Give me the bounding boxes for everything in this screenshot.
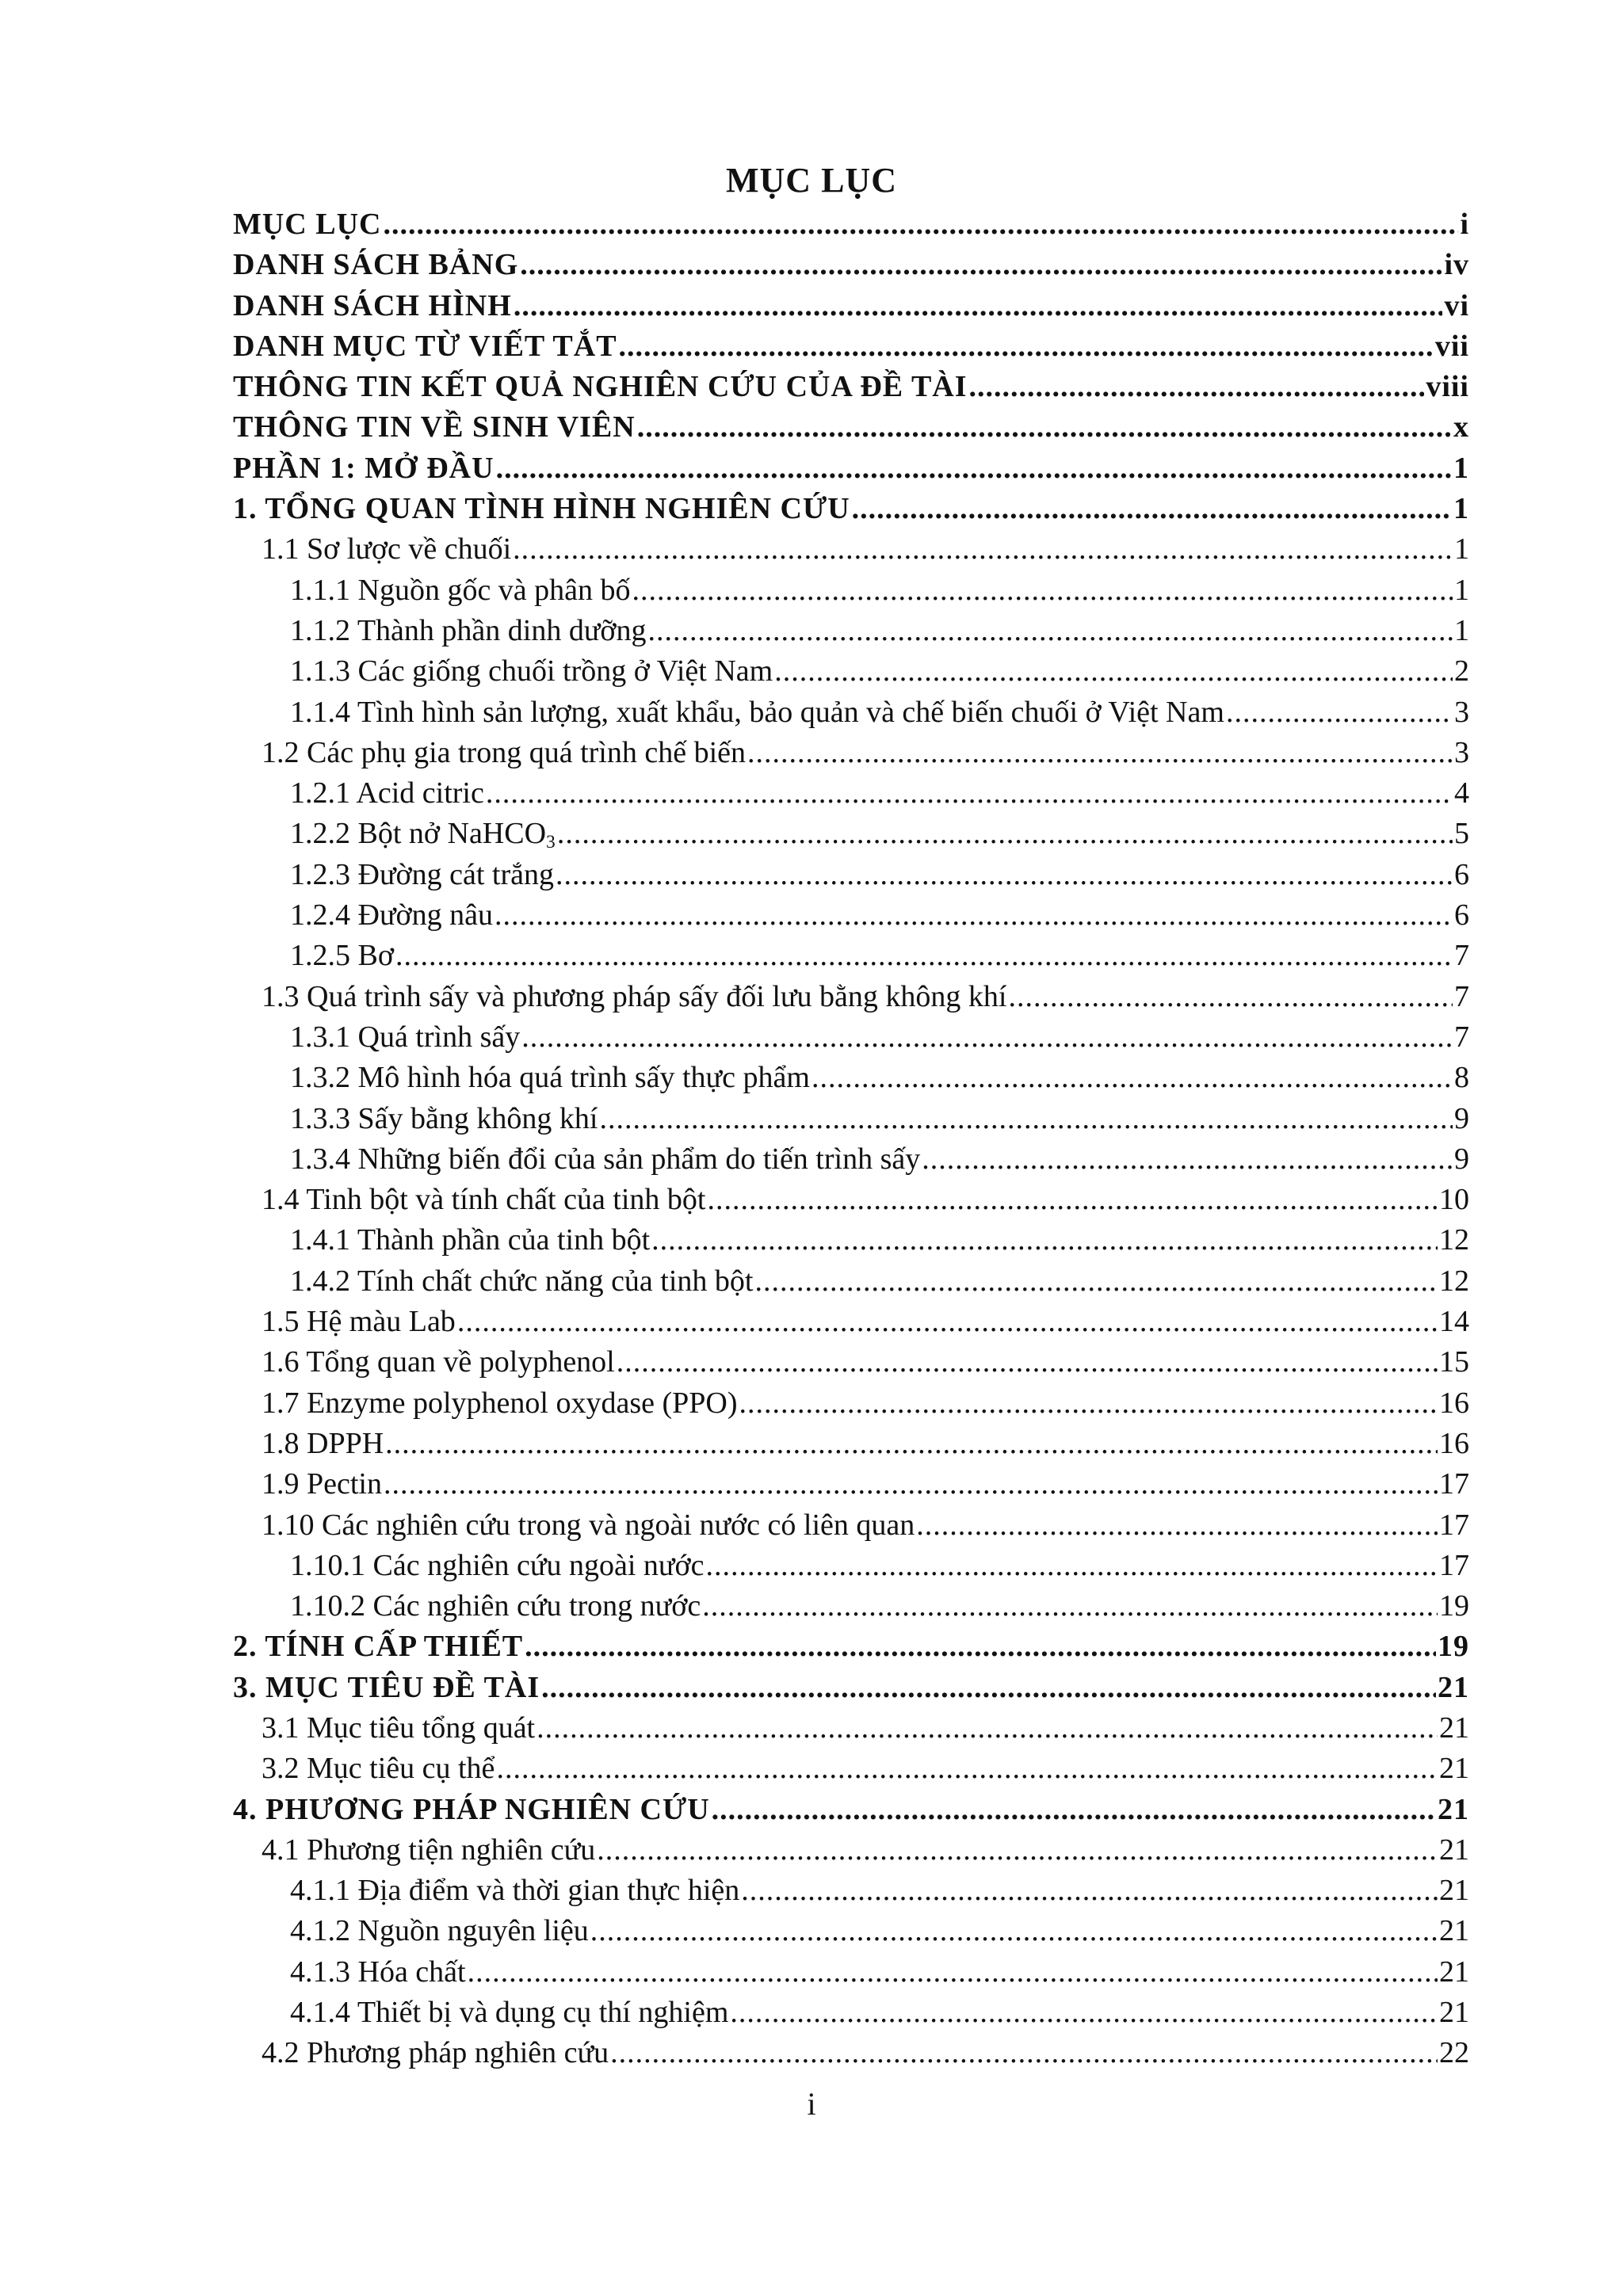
dot-leader	[495, 895, 1453, 936]
toc-entry-text: 3.1 Mục tiêu tổng quát	[262, 1711, 536, 1745]
toc-entry-text: 1.5 Hệ màu Lab	[262, 1305, 456, 1339]
toc-entry-subscript: 3	[546, 832, 556, 853]
toc-entry-page: 10	[1439, 1183, 1469, 1217]
toc-entry-text: 4.1.4 Thiết bị và dụng cụ thí nghiệm	[290, 1996, 729, 2030]
toc-entry-label	[262, 2033, 609, 2073]
toc-entry-label	[233, 286, 512, 326]
toc-entry-text: 1.1.1 Nguồn gốc và phân bố	[290, 573, 631, 607]
toc-entry-text: 1.2.4 Đường nâu	[290, 898, 493, 933]
toc-entry[interactable]	[233, 977, 1469, 1017]
toc-entry-label	[233, 245, 518, 285]
toc-entry-text: DANH MỤC TỪ VIẾT TẮT	[233, 329, 617, 363]
toc-entry[interactable]	[233, 1830, 1469, 1871]
toc-entry-text: 1.3.4 Những biến đổi của sản phẩm do tiến trình sấy	[290, 1142, 921, 1176]
toc-entry-page: 21	[1439, 1752, 1469, 1786]
toc-entry-page: 7	[1454, 939, 1469, 973]
toc-entry-text: 1.10.2 Các nghiên cứu trong nước	[290, 1589, 701, 1623]
toc-entry[interactable]	[233, 611, 1469, 651]
toc-entry-text: 1.10.1 Các nghiên cứu ngoài nước	[290, 1548, 705, 1582]
toc-entry[interactable]	[233, 204, 1469, 245]
toc-entry-text: 1.3.2 Mô hình hóa quá trình sấy thực phẩm	[290, 1061, 810, 1095]
dot-leader	[457, 1302, 1438, 1342]
toc-entry[interactable]	[233, 651, 1469, 692]
toc-entry-page: 17	[1439, 1508, 1469, 1542]
toc-entry-label	[290, 814, 556, 854]
toc-entry[interactable]	[233, 529, 1469, 570]
toc-entry-page: 6	[1454, 898, 1469, 933]
dot-leader	[812, 1058, 1453, 1098]
toc-entry-page: 16	[1439, 1426, 1469, 1460]
toc-entry[interactable]	[233, 814, 1469, 854]
toc-title: MỤC LỤC	[726, 161, 897, 200]
toc-entry-label	[262, 1342, 615, 1383]
dot-leader	[730, 1993, 1438, 2033]
toc-entry-page: 21	[1439, 1711, 1469, 1745]
toc-entry-page: 12	[1439, 1264, 1469, 1298]
toc-entry-page: 19	[1439, 1589, 1469, 1623]
dot-leader	[513, 529, 1453, 570]
toc-entry-page: 7	[1454, 1020, 1469, 1054]
toc-entry[interactable]	[233, 489, 1469, 529]
dot-leader	[754, 1261, 1438, 1302]
toc-entry[interactable]	[233, 1058, 1469, 1098]
dot-leader	[916, 1505, 1438, 1546]
toc-entry[interactable]	[233, 1952, 1469, 1993]
toc-entry-text: 1.2.5 Bơ	[290, 939, 394, 973]
toc-entry-label	[262, 977, 1006, 1017]
toc-entry-page: i	[1460, 208, 1469, 241]
toc-entry-page: viii	[1426, 370, 1469, 404]
toc-entry[interactable]	[233, 692, 1469, 733]
toc-entry-label	[290, 1546, 704, 1586]
toc-entry-text: 1.2 Các phụ gia trong quá trình chế biến	[262, 735, 747, 769]
dot-leader	[739, 1383, 1438, 1424]
toc-entry-text: 1.3.1 Quá trình sấy	[290, 1020, 521, 1054]
toc-entry[interactable]	[233, 1180, 1469, 1220]
toc-entry-text: 1.2.3 Đường cát trắng	[290, 857, 555, 891]
toc-entry-page: 15	[1439, 1345, 1469, 1379]
dot-leader	[468, 1952, 1438, 1993]
toc-entry-text: 1.1 Sơ lược về chuối	[262, 532, 512, 566]
toc-entry[interactable]	[233, 1546, 1469, 1586]
dot-leader	[599, 1099, 1453, 1139]
toc-entry-page: 21	[1439, 1955, 1469, 1989]
toc-entry-label	[290, 1586, 701, 1627]
toc-entry-page: 5	[1454, 817, 1469, 851]
toc-entry-text: 4.1.2 Nguồn nguyên liệu	[290, 1914, 589, 1948]
dot-leader	[590, 1911, 1438, 1951]
toc-entry[interactable]	[233, 2033, 1469, 2073]
dot-leader	[747, 733, 1453, 773]
dot-leader	[384, 1464, 1438, 1505]
toc-entry-label	[262, 733, 746, 773]
table-of-contents	[233, 204, 1469, 2074]
toc-entry-label	[290, 611, 647, 651]
dot-leader	[741, 1871, 1438, 1911]
dot-leader	[521, 1017, 1453, 1058]
dot-leader	[707, 1180, 1438, 1220]
toc-entry[interactable]	[233, 570, 1469, 611]
toc-entry-page: 1	[1453, 451, 1469, 485]
toc-entry[interactable]	[233, 1627, 1469, 1667]
toc-entry-text: 4.1.1 Địa điểm và thời gian thực hiện	[290, 1874, 740, 1908]
toc-entry-text: 3.2 Mục tiêu cụ thể	[262, 1752, 495, 1786]
dot-leader	[385, 1424, 1438, 1464]
toc-entry-label	[262, 1180, 705, 1220]
dot-leader	[648, 611, 1453, 651]
toc-entry-page: 21	[1438, 1792, 1469, 1826]
toc-entry-text: 1. TỔNG QUAN TÌNH HÌNH NGHIÊN CỨU	[233, 492, 850, 526]
toc-entry[interactable]	[233, 1668, 1469, 1708]
toc-entry-label	[233, 1790, 710, 1830]
toc-entry-text: 4. PHƯƠNG PHÁP NGHIÊN CỨU	[233, 1792, 710, 1826]
dot-leader	[922, 1139, 1453, 1180]
dot-leader	[852, 489, 1452, 529]
toc-entry-page: 1	[1454, 613, 1469, 647]
toc-entry-page: 19	[1438, 1630, 1469, 1664]
toc-entry-text: 1.3.3 Sấy bằng không khí	[290, 1101, 598, 1135]
dot-leader	[537, 1708, 1438, 1749]
toc-entry-page: 2	[1454, 654, 1469, 688]
toc-entry[interactable]	[233, 1302, 1469, 1342]
dot-leader	[705, 1546, 1438, 1586]
toc-entry[interactable]	[233, 1708, 1469, 1749]
toc-entry[interactable]	[233, 895, 1469, 936]
toc-entry[interactable]	[233, 1220, 1469, 1261]
toc-entry[interactable]	[233, 1586, 1469, 1627]
toc-entry-label	[290, 1139, 920, 1180]
toc-entry-page: 14	[1439, 1305, 1469, 1339]
toc-entry-page: 1	[1454, 573, 1469, 607]
toc-entry-page: 21	[1439, 1996, 1469, 2030]
toc-entry-label	[233, 367, 968, 407]
dot-leader	[712, 1790, 1436, 1830]
toc-entry-text: DANH SÁCH HÌNH	[233, 288, 512, 322]
toc-entry-text: 1.4.1 Thành phần của tinh bột	[290, 1223, 651, 1257]
toc-entry-text: 1.2.2 Bột nở NaHCO	[290, 817, 547, 851]
toc-entry[interactable]	[233, 1342, 1469, 1383]
toc-entry-text: 1.4 Tinh bột và tính chất của tinh bột	[262, 1183, 706, 1217]
toc-entry-label	[262, 1464, 382, 1505]
toc-entry-label	[233, 407, 636, 448]
dot-leader	[610, 2033, 1438, 2073]
toc-entry-text: DANH SÁCH BẢNG	[233, 248, 519, 282]
toc-entry-label	[290, 1952, 466, 1993]
toc-entry-page: 1	[1453, 492, 1469, 526]
toc-entry-text: 1.9 Pectin	[262, 1467, 382, 1501]
toc-entry-label	[262, 1302, 456, 1342]
dot-leader	[617, 1342, 1438, 1383]
toc-entry[interactable]	[233, 1099, 1469, 1139]
toc-entry-label	[290, 773, 484, 814]
toc-entry[interactable]	[233, 1383, 1469, 1424]
dot-leader	[525, 1627, 1436, 1667]
toc-entry-text: 1.6 Tổng quan về polyphenol	[262, 1345, 615, 1379]
toc-entry-label	[290, 1058, 810, 1098]
toc-entry-label	[290, 936, 394, 976]
toc-entry-text: 1.4.2 Tính chất chức năng của tinh bột	[290, 1264, 754, 1298]
toc-entry[interactable]	[233, 1139, 1469, 1180]
toc-entry-label	[290, 1099, 598, 1139]
toc-entry-page: 21	[1439, 1833, 1469, 1867]
toc-entry-page: 6	[1454, 857, 1469, 891]
toc-entry-text: PHẦN 1: MỞ ĐẦU	[233, 451, 495, 485]
toc-entry-text: 1.1.4 Tình hình sản lượng, xuất khẩu, bảo quản và chế biến chuối ở Việt Nam	[290, 695, 1224, 729]
toc-entry-page: 9	[1454, 1101, 1469, 1135]
toc-entry-label	[290, 1993, 728, 2033]
toc-entry[interactable]	[233, 1424, 1469, 1464]
toc-entry-page: 9	[1454, 1142, 1469, 1176]
toc-entry[interactable]	[233, 1911, 1469, 1951]
dot-leader	[557, 814, 1453, 854]
toc-entry-page: 3	[1454, 735, 1469, 769]
toc-entry[interactable]	[233, 1749, 1469, 1789]
toc-entry[interactable]	[233, 855, 1469, 895]
toc-entry-text: 4.2 Phương pháp nghiên cứu	[262, 2036, 609, 2070]
toc-entry-label	[233, 326, 617, 367]
toc-entry-page: vii	[1434, 329, 1469, 363]
toc-entry[interactable]	[233, 773, 1469, 814]
toc-entry-label	[290, 1220, 650, 1261]
toc-entry-label	[233, 489, 850, 529]
toc-entry-label	[233, 448, 495, 489]
toc-entry-label	[290, 692, 1224, 733]
toc-entry[interactable]	[233, 326, 1469, 367]
toc-entry-label	[290, 895, 493, 936]
dot-leader	[395, 936, 1453, 976]
toc-entry-page: 1	[1454, 532, 1469, 566]
toc-entry-page: vi	[1444, 288, 1469, 322]
toc-entry[interactable]	[233, 1871, 1469, 1911]
toc-entry-text: 1.10 Các nghiên cứu trong và ngoài nước có liên quan	[262, 1508, 915, 1542]
toc-entry-label	[290, 855, 554, 895]
dot-leader	[702, 1586, 1438, 1627]
toc-entry-text: 2. TÍNH CẤP THIẾT	[233, 1630, 524, 1664]
toc-entry-text: THÔNG TIN KẾT QUẢ NGHIÊN CỨU CỦA ĐỀ TÀI	[233, 370, 968, 404]
dot-leader	[520, 245, 1442, 285]
toc-entry-page: iv	[1444, 248, 1469, 282]
toc-entry-label	[262, 1383, 738, 1424]
toc-entry[interactable]	[233, 733, 1469, 773]
toc-entry-page: 3	[1454, 695, 1469, 729]
dot-leader	[541, 1668, 1436, 1708]
toc-entry-page: 17	[1439, 1467, 1469, 1501]
toc-entry-label	[290, 570, 631, 611]
dot-leader	[597, 1830, 1438, 1871]
dot-leader	[486, 773, 1453, 814]
toc-entry-text: 4.1 Phương tiện nghiên cứu	[262, 1833, 596, 1867]
toc-entry-page: 4	[1454, 776, 1469, 810]
toc-entry-label	[262, 1505, 915, 1546]
toc-entry-page: 17	[1439, 1548, 1469, 1582]
toc-entry-label	[290, 1017, 520, 1058]
toc-entry-text: 4.1.3 Hóa chất	[290, 1955, 466, 1989]
dot-leader	[1226, 692, 1453, 733]
dot-leader	[496, 1749, 1438, 1789]
toc-entry[interactable]	[233, 1261, 1469, 1302]
dot-leader	[774, 651, 1453, 692]
dot-leader	[651, 1220, 1438, 1261]
dot-leader	[383, 204, 1458, 245]
toc-entry-text: 1.1.2 Thành phần dinh dưỡng	[290, 613, 647, 647]
toc-entry-text: 1.7 Enzyme polyphenol oxydase (PPO)	[262, 1386, 738, 1420]
dot-leader	[1008, 977, 1453, 1017]
dot-leader	[969, 367, 1425, 407]
toc-entry[interactable]	[233, 367, 1469, 407]
dot-leader	[496, 448, 1452, 489]
toc-entry[interactable]	[233, 286, 1469, 326]
toc-entry-label	[290, 1911, 589, 1951]
toc-entry[interactable]	[233, 1790, 1469, 1830]
toc-entry-label	[262, 1830, 595, 1871]
toc-entry-text: 1.1.3 Các giống chuối trồng ở Việt Nam	[290, 654, 773, 688]
toc-entry-label	[290, 1261, 753, 1302]
toc-entry-text: 3. MỤC TIÊU ĐỀ TÀI	[233, 1670, 540, 1704]
page-number: i	[807, 2086, 816, 2122]
dot-leader	[514, 286, 1443, 326]
toc-entry-page: 7	[1454, 979, 1469, 1013]
toc-entry-label	[290, 1871, 739, 1911]
toc-entry-page: 16	[1439, 1386, 1469, 1420]
toc-entry-page: 21	[1439, 1914, 1469, 1948]
toc-entry-text: MỤC LỤC	[233, 208, 382, 241]
toc-entry-text: 1.2.1 Acid citric	[290, 776, 484, 810]
toc-entry[interactable]	[233, 1993, 1469, 2033]
toc-entry[interactable]	[233, 1505, 1469, 1546]
toc-entry-label	[262, 1424, 384, 1464]
toc-entry-page: 12	[1439, 1223, 1469, 1257]
dot-leader	[632, 570, 1453, 611]
toc-entry-text: THÔNG TIN VỀ SINH VIÊN	[233, 410, 636, 444]
toc-entry[interactable]	[233, 1464, 1469, 1505]
toc-entry-label	[262, 1708, 535, 1749]
toc-entry[interactable]	[233, 407, 1469, 448]
toc-entry[interactable]	[233, 936, 1469, 976]
toc-entry-label	[233, 1668, 540, 1708]
dot-leader	[556, 855, 1453, 895]
dot-leader	[637, 407, 1452, 448]
toc-entry-label	[233, 1627, 523, 1667]
toc-entry-page: 21	[1439, 1874, 1469, 1908]
toc-entry-text: 1.3 Quá trình sấy và phương pháp sấy đối lưu bằng không khí	[262, 979, 1007, 1013]
toc-entry-label	[233, 204, 381, 245]
toc-entry-text: 1.8 DPPH	[262, 1426, 384, 1460]
toc-entry[interactable]	[233, 245, 1469, 285]
toc-entry-label	[290, 651, 773, 692]
toc-entry[interactable]	[233, 448, 1469, 489]
toc-entry-page: 8	[1454, 1061, 1469, 1095]
toc-entry[interactable]	[233, 1017, 1469, 1058]
toc-entry-page: x	[1453, 410, 1469, 444]
toc-entry-label	[262, 1749, 495, 1789]
toc-entry-page: 21	[1438, 1670, 1469, 1704]
dot-leader	[619, 326, 1434, 367]
toc-entry-label	[262, 529, 511, 570]
toc-entry-page: 22	[1439, 2036, 1469, 2070]
